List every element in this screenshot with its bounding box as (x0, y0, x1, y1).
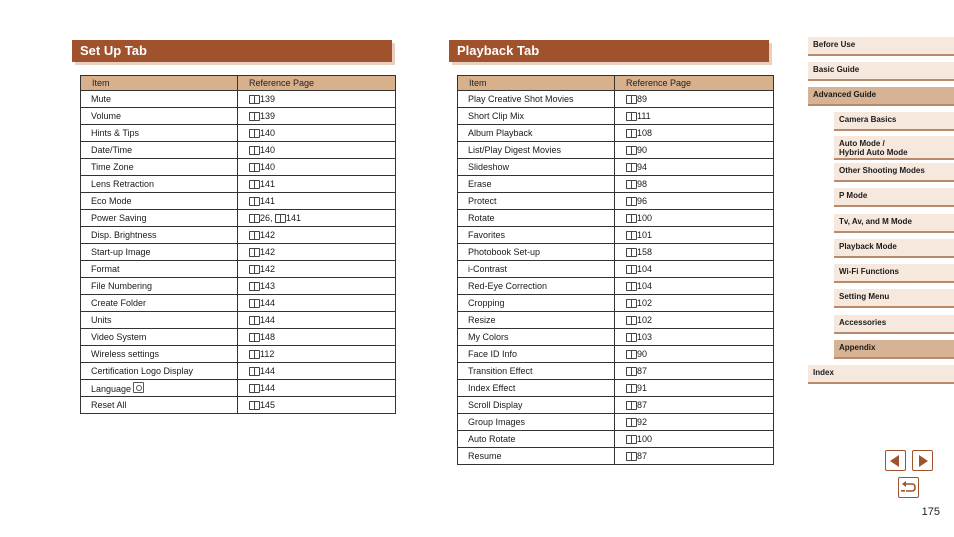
page-reference-link[interactable]: 87 (637, 366, 648, 376)
reference-page-cell (238, 363, 396, 380)
item-cell (81, 346, 238, 363)
item-label: Slideshow (468, 162, 510, 172)
table-row (81, 244, 396, 261)
book-icon (626, 214, 636, 222)
book-icon (249, 197, 259, 205)
item-label: Hints & Tips (91, 128, 140, 138)
item-cell (458, 346, 615, 363)
table-row (81, 193, 396, 210)
item-cell (458, 329, 615, 346)
column-header-item: Item (81, 76, 238, 91)
item-cell (458, 397, 615, 414)
item-label: Group Images (468, 417, 526, 427)
item-cell (458, 142, 615, 159)
table-row (458, 448, 774, 465)
item-cell (458, 431, 615, 448)
item-label: File Numbering (91, 281, 153, 291)
table-row (81, 363, 396, 380)
table-row (81, 125, 396, 142)
item-cell (81, 380, 238, 397)
reference-page-cell (615, 448, 774, 465)
nav-label: Before Use (813, 40, 856, 49)
page-reference-link[interactable]: 140 (260, 162, 276, 172)
page-reference-link[interactable]: 26, (260, 213, 276, 223)
nav-label: P Mode (839, 191, 868, 200)
setup-reference-table (80, 75, 396, 414)
book-icon (626, 180, 636, 188)
table-row (458, 159, 774, 176)
table-row (81, 227, 396, 244)
page-reference-link[interactable]: 90 (637, 349, 648, 359)
page-reference-link[interactable]: 143 (260, 281, 276, 291)
page-reference-link[interactable]: 98 (637, 179, 648, 189)
reference-page-cell (238, 329, 396, 346)
table-row (81, 91, 396, 108)
item-cell (81, 193, 238, 210)
reference-page-cell (238, 125, 396, 142)
reference-page-cell (238, 210, 396, 227)
table-row (81, 295, 396, 312)
item-label: Start-up Image (91, 247, 151, 257)
item-label: My Colors (468, 332, 509, 342)
book-icon (626, 112, 636, 120)
item-cell (458, 176, 615, 193)
table-row (458, 91, 774, 108)
nav-appendix[interactable] (834, 340, 954, 359)
book-icon (249, 112, 259, 120)
reference-page-cell (615, 431, 774, 448)
nav-label: Advanced Guide (813, 90, 877, 99)
reference-page-cell (238, 312, 396, 329)
table-row (81, 261, 396, 278)
table-row (81, 312, 396, 329)
item-cell (81, 142, 238, 159)
book-icon (626, 367, 636, 375)
reference-page-cell (615, 261, 774, 278)
nav-label-line1: Auto Mode / (839, 139, 885, 148)
nav-camera-basics[interactable] (834, 112, 954, 131)
table-row (458, 176, 774, 193)
page-reference-link[interactable]: 108 (637, 128, 653, 138)
item-cell (81, 244, 238, 261)
item-label: Units (91, 315, 112, 325)
reference-page-cell (615, 125, 774, 142)
book-icon (249, 299, 259, 307)
item-label: Erase (468, 179, 492, 189)
book-icon (249, 231, 259, 239)
nav-label: Accessories (839, 318, 887, 327)
reference-page-cell (615, 329, 774, 346)
table-row (458, 380, 774, 397)
language-icon (133, 382, 144, 393)
item-cell (458, 261, 615, 278)
page-reference-link[interactable]: 142 (260, 264, 276, 274)
page-reference-link[interactable]: 140 (260, 128, 276, 138)
nav-p-mode[interactable] (834, 188, 954, 207)
page-reference-link[interactable]: 139 (260, 94, 276, 104)
item-label: Time Zone (91, 162, 134, 172)
reference-page-cell (238, 278, 396, 295)
nav-basic-guide[interactable] (808, 62, 954, 81)
page-reference-link[interactable]: 102 (637, 315, 653, 325)
item-label: Video System (91, 332, 147, 342)
nav-label: Basic Guide (813, 65, 860, 74)
reference-page-cell (615, 312, 774, 329)
page-reference-link[interactable]: 102 (637, 298, 653, 308)
book-icon (249, 214, 259, 222)
page-reference-link[interactable]: 111 (637, 111, 651, 121)
item-cell (458, 210, 615, 227)
table-row (81, 329, 396, 346)
item-label: Short Clip Mix (468, 111, 525, 121)
table-row (458, 414, 774, 431)
book-icon (249, 163, 259, 171)
book-icon (249, 248, 259, 256)
item-label: Resume (468, 451, 502, 461)
page-reference-link[interactable]: 142 (260, 230, 276, 240)
page-reference-link[interactable]: 141 (260, 196, 276, 206)
book-icon (249, 401, 259, 409)
item-label: Album Playback (468, 128, 533, 138)
item-label: Reset All (91, 400, 127, 410)
item-cell (458, 91, 615, 108)
table-row (458, 142, 774, 159)
item-label: Create Folder (91, 298, 147, 308)
reference-page-cell (238, 176, 396, 193)
table-header-row (81, 76, 396, 91)
item-label: Auto Rotate (468, 434, 516, 444)
book-icon (249, 384, 259, 392)
table-row (81, 397, 396, 414)
item-cell (458, 295, 615, 312)
table-row (458, 278, 774, 295)
book-icon (626, 231, 636, 239)
reference-page-cell (615, 295, 774, 312)
page-reference-link[interactable]: 148 (260, 332, 276, 342)
page-reference-link[interactable]: 141 (260, 179, 276, 189)
reference-page-cell (238, 397, 396, 414)
item-label: Resize (468, 315, 496, 325)
table-row (458, 108, 774, 125)
nav-label: Setting Menu (839, 292, 890, 301)
page-reference-link[interactable]: 91 (637, 383, 648, 393)
nav-advanced-guide[interactable] (808, 87, 954, 106)
reference-page-cell (615, 380, 774, 397)
playback-tab-heading: Playback Tab (449, 40, 769, 62)
table-row (458, 295, 774, 312)
item-label: Red-Eye Correction (468, 281, 548, 291)
table-header-row (458, 76, 774, 91)
page-reference-link[interactable]: 112 (260, 349, 275, 359)
column-header-item: Item (458, 76, 615, 91)
table-row (458, 193, 774, 210)
nav-before-use[interactable] (808, 37, 954, 56)
nav-auto-mode[interactable] (834, 136, 954, 160)
table-row (81, 380, 396, 397)
nav-label: Other Shooting Modes (839, 166, 925, 175)
item-label: Scroll Display (468, 400, 523, 410)
reference-page-cell (238, 108, 396, 125)
item-cell (81, 329, 238, 346)
reference-page-cell (615, 363, 774, 380)
page-reference-link[interactable]: 90 (637, 145, 648, 155)
nav-label: Appendix (839, 343, 876, 352)
reference-page-cell (615, 278, 774, 295)
reference-page-cell (615, 346, 774, 363)
item-cell (458, 125, 615, 142)
reference-page-cell (615, 414, 774, 431)
book-icon (626, 418, 636, 426)
page-reference-link[interactable]: 144 (260, 366, 276, 376)
reference-page-cell (615, 244, 774, 261)
table-row (81, 176, 396, 193)
item-cell (458, 363, 615, 380)
book-icon (626, 384, 636, 392)
reference-page-cell (615, 142, 774, 159)
page-reference-link[interactable]: 96 (637, 196, 648, 206)
item-label: Eco Mode (91, 196, 132, 206)
page-reference-link[interactable]: 103 (637, 332, 653, 342)
table-row (458, 261, 774, 278)
table-row (458, 125, 774, 142)
item-label: Wireless settings (91, 349, 160, 359)
table-row (81, 210, 396, 227)
table-row (81, 278, 396, 295)
table-row (458, 244, 774, 261)
item-label: Lens Retraction (91, 179, 155, 189)
page-reference-link[interactable]: 87 (637, 451, 648, 461)
next-page-button[interactable] (912, 450, 933, 471)
previous-page-button[interactable] (885, 450, 906, 471)
reference-page-cell (238, 227, 396, 244)
book-icon (626, 95, 636, 103)
item-label: Certification Logo Display (91, 366, 194, 376)
playback-reference-table (457, 75, 774, 465)
page-reference-link[interactable]: 100 (637, 434, 653, 444)
nav-accessories[interactable] (834, 315, 954, 334)
table-row (458, 431, 774, 448)
item-label: Date/Time (91, 145, 133, 155)
book-icon (249, 265, 259, 273)
item-label: Rotate (468, 213, 495, 223)
book-icon (626, 129, 636, 137)
page-reference-link[interactable]: 140 (260, 145, 276, 155)
page-number: 175 (921, 506, 940, 518)
book-icon (626, 146, 636, 154)
table-row (81, 346, 396, 363)
item-label: Photobook Set-up (468, 247, 541, 257)
book-icon (626, 299, 636, 307)
book-icon (275, 214, 285, 222)
item-cell (81, 176, 238, 193)
item-cell (458, 159, 615, 176)
page-reference-link[interactable]: 144 (260, 315, 276, 325)
table-row (458, 210, 774, 227)
item-label: Language (91, 384, 132, 394)
reference-page-cell (238, 91, 396, 108)
table-row (81, 108, 396, 125)
item-cell (81, 261, 238, 278)
return-icon (899, 478, 918, 497)
item-label: Mute (91, 94, 112, 104)
book-icon (249, 350, 259, 358)
item-label: Play Creative Shot Movies (468, 94, 574, 104)
item-cell (458, 108, 615, 125)
nav-label: Camera Basics (839, 115, 897, 124)
reference-page-cell (615, 91, 774, 108)
nav-label: Playback Mode (839, 242, 897, 251)
item-cell (458, 380, 615, 397)
book-icon (626, 452, 636, 460)
book-icon (626, 282, 636, 290)
book-icon (249, 316, 259, 324)
table-row (458, 329, 774, 346)
page-reference-link[interactable]: 104 (637, 281, 653, 291)
item-label: Power Saving (91, 213, 147, 223)
book-icon (249, 333, 259, 341)
nav-wifi-functions[interactable] (834, 264, 954, 283)
column-header-reference-page: Reference Page (238, 76, 396, 91)
book-icon (626, 248, 636, 256)
book-icon (626, 401, 636, 409)
book-icon (626, 316, 636, 324)
book-icon (626, 163, 636, 171)
table-row (458, 363, 774, 380)
nav-other-shooting-modes[interactable] (834, 163, 954, 182)
page-reference-link[interactable]: 141 (286, 213, 302, 223)
reference-page-cell (615, 108, 774, 125)
page-reference-link[interactable]: 145 (260, 400, 276, 410)
table-row (458, 227, 774, 244)
item-cell (81, 108, 238, 125)
page-reference-link[interactable]: 100 (637, 213, 653, 223)
item-cell (81, 363, 238, 380)
item-label: Disp. Brightness (91, 230, 157, 240)
reference-page-cell (238, 159, 396, 176)
item-label: Cropping (468, 298, 505, 308)
reference-page-cell (238, 244, 396, 261)
item-label: Favorites (468, 230, 506, 240)
item-cell (458, 278, 615, 295)
item-cell (458, 312, 615, 329)
book-icon (249, 282, 259, 290)
nav-index[interactable] (808, 365, 954, 384)
item-label: Protect (468, 196, 497, 206)
item-cell (81, 227, 238, 244)
item-label: Format (91, 264, 120, 274)
item-label: Index Effect (468, 383, 516, 393)
reference-page-cell (238, 142, 396, 159)
book-icon (249, 129, 259, 137)
reference-page-cell (238, 261, 396, 278)
table-row (458, 346, 774, 363)
page-reference-link[interactable]: 101 (637, 230, 653, 240)
column-header-reference-page: Reference Page (615, 76, 774, 91)
page-reference-link[interactable]: 89 (637, 94, 648, 104)
page-reference-link[interactable]: 87 (637, 400, 648, 410)
return-button[interactable] (898, 477, 919, 498)
book-icon (626, 435, 636, 443)
nav-playback-mode[interactable] (834, 239, 954, 258)
item-label: Face ID Info (468, 349, 518, 359)
table-row (458, 312, 774, 329)
item-cell (458, 448, 615, 465)
table-row (81, 142, 396, 159)
book-icon (626, 333, 636, 341)
book-icon (626, 350, 636, 358)
item-cell (458, 414, 615, 431)
nav-tv-av-m-mode[interactable] (834, 214, 954, 233)
item-cell (81, 210, 238, 227)
page-reference-link[interactable]: 158 (637, 247, 653, 257)
book-icon (249, 367, 259, 375)
nav-setting-menu[interactable] (834, 289, 954, 308)
item-cell (81, 312, 238, 329)
page-reference-link[interactable]: 144 (260, 298, 276, 308)
nav-label: Index (813, 368, 834, 377)
item-label: Transition Effect (468, 366, 533, 376)
reference-page-cell (615, 210, 774, 227)
reference-page-cell (238, 346, 396, 363)
reference-page-cell (615, 193, 774, 210)
table-row (81, 159, 396, 176)
item-cell (81, 278, 238, 295)
book-icon (626, 197, 636, 205)
page-reference-link[interactable]: 92 (637, 417, 648, 427)
reference-page-cell (615, 159, 774, 176)
book-icon (249, 95, 259, 103)
page-reference-link[interactable]: 104 (637, 264, 653, 274)
reference-page-cell (615, 176, 774, 193)
nav-label: Wi-Fi Functions (839, 267, 899, 276)
item-label: Volume (91, 111, 122, 121)
book-icon (249, 180, 259, 188)
nav-label: Tv, Av, and M Mode (839, 217, 912, 226)
reference-page-cell (238, 380, 396, 397)
reference-page-cell (238, 193, 396, 210)
book-icon (249, 146, 259, 154)
nav-label-line2: Hybrid Auto Mode (839, 148, 908, 157)
page-reference-link[interactable]: 94 (637, 162, 648, 172)
item-label: i-Contrast (468, 264, 508, 274)
item-cell (81, 295, 238, 312)
item-cell (458, 227, 615, 244)
page-reference-link[interactable]: 142 (260, 247, 276, 257)
item-label: List/Play Digest Movies (468, 145, 562, 155)
item-cell (458, 244, 615, 261)
page-reference-link[interactable]: 144 (260, 383, 276, 393)
reference-page-cell (615, 397, 774, 414)
item-cell (458, 193, 615, 210)
item-cell (81, 159, 238, 176)
setup-tab-heading: Set Up Tab (72, 40, 392, 62)
item-cell (81, 397, 238, 414)
item-cell (81, 91, 238, 108)
reference-page-cell (238, 295, 396, 312)
table-row (458, 397, 774, 414)
page-reference-link[interactable]: 139 (260, 111, 276, 121)
book-icon (626, 265, 636, 273)
item-cell (81, 125, 238, 142)
reference-page-cell (615, 227, 774, 244)
